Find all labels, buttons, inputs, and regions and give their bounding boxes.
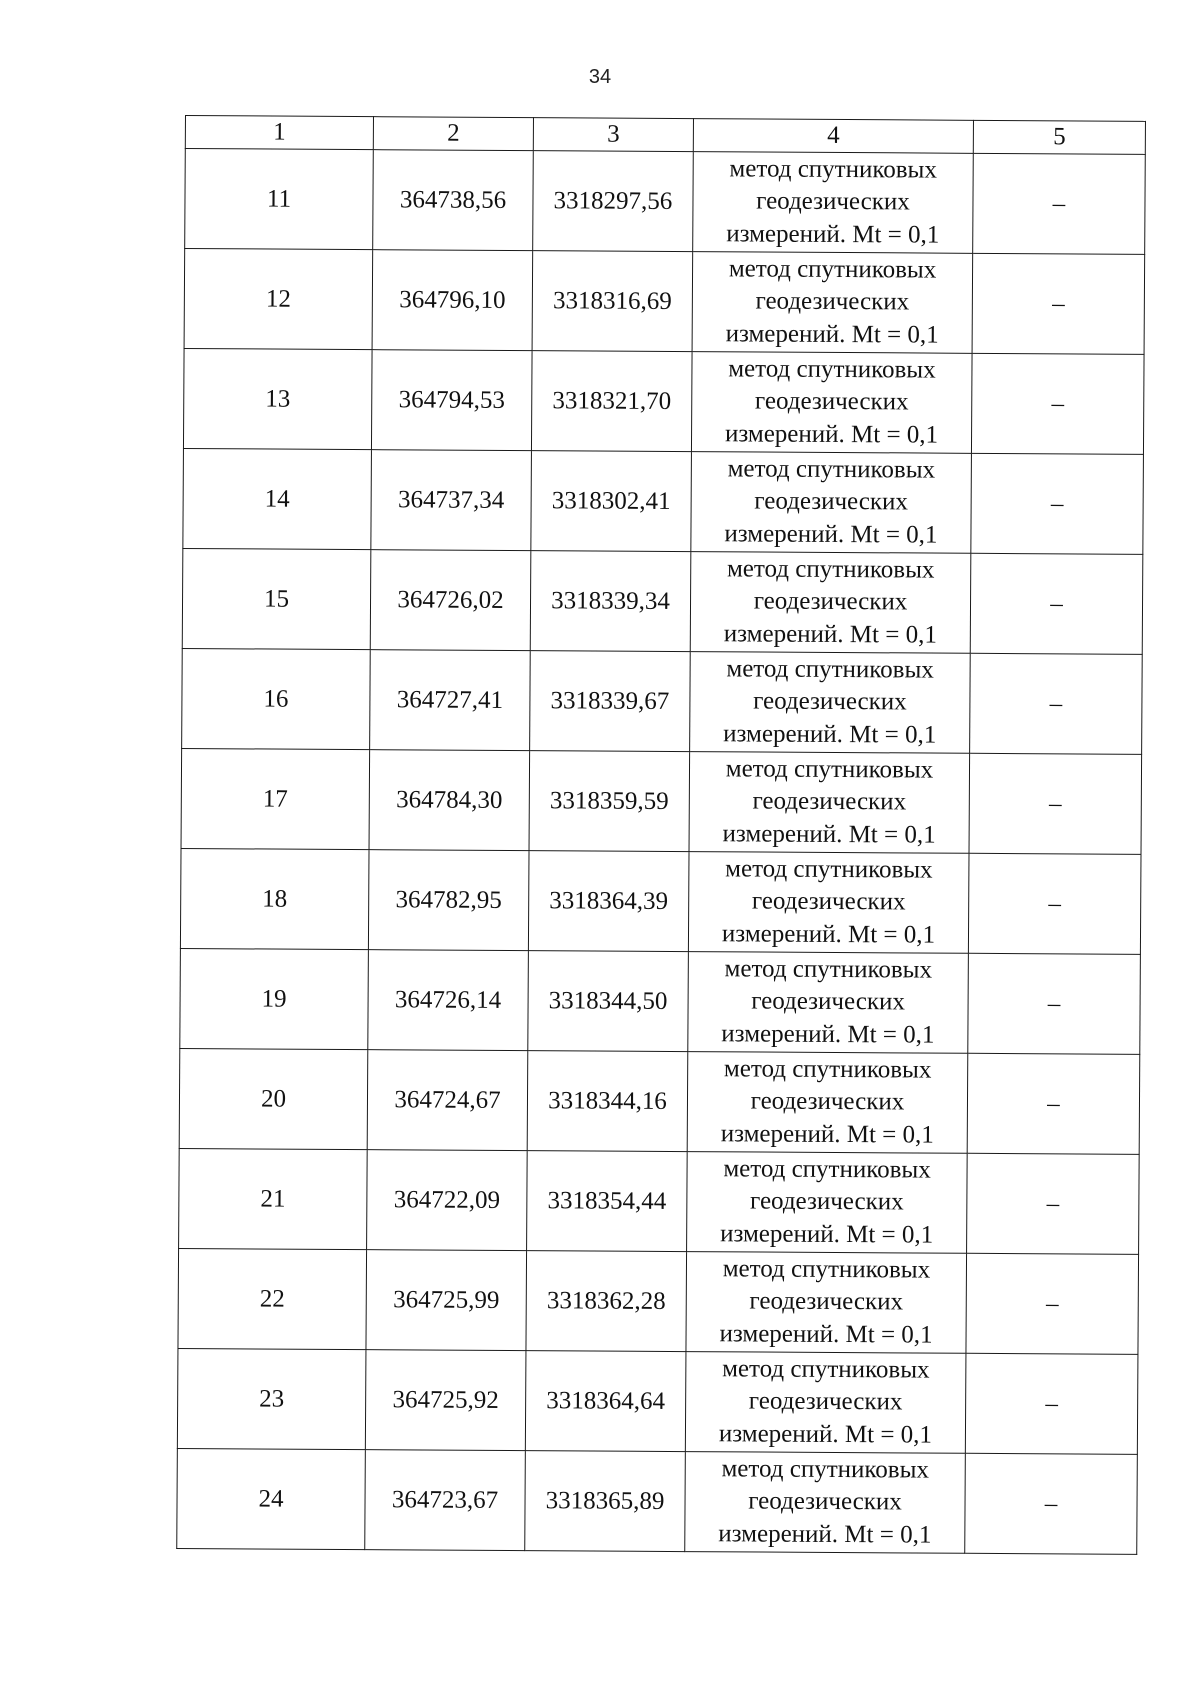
y-coordinate-cell: 3318365,89 — [525, 1451, 686, 1552]
method-cell — [692, 252, 973, 354]
table-row — [184, 249, 1145, 355]
table-row — [180, 948, 1141, 1054]
table-row — [179, 1148, 1140, 1254]
y-coordinate-cell: 3318359,59 — [529, 751, 690, 852]
method-line: геодезических — [754, 387, 909, 416]
point-number-cell: 21 — [179, 1148, 368, 1249]
point-number-cell: 11 — [185, 149, 374, 250]
table-row — [180, 848, 1141, 954]
point-number-cell: 12 — [184, 249, 373, 350]
x-coordinate-cell: 364725,92 — [365, 1350, 526, 1451]
method-cell — [687, 1052, 968, 1154]
y-coordinate-cell: 3318344,50 — [528, 951, 689, 1052]
x-coordinate-cell: 364726,02 — [370, 550, 531, 651]
method-line: измерений. Mt = 0,1 — [718, 1520, 932, 1549]
x-coordinate-cell: 364738,56 — [373, 150, 534, 251]
method-line: измерений. Mt = 0,1 — [724, 520, 938, 549]
method-cell — [686, 1252, 967, 1354]
method-line: измерений. Mt = 0,1 — [721, 920, 936, 949]
table-row — [182, 548, 1143, 654]
method-line: измерений. Mt = 0,1 — [720, 1120, 934, 1149]
point-number-cell: 18 — [180, 848, 369, 949]
note-cell: – — [967, 1053, 1140, 1154]
y-coordinate-cell: 3318339,34 — [530, 551, 691, 652]
column-header-3: 3 — [533, 118, 693, 152]
x-coordinate-cell: 364737,34 — [371, 450, 532, 551]
method-line: измерений. Mt = 0,1 — [726, 220, 940, 249]
method-cell — [689, 752, 970, 854]
method-line: метод спутниковых — [728, 255, 937, 284]
y-coordinate-cell: 3318339,67 — [530, 651, 691, 752]
method-cell — [693, 152, 974, 254]
note-cell: – — [965, 1353, 1138, 1454]
note-cell: – — [973, 153, 1146, 254]
method-cell — [685, 1452, 966, 1554]
method-line: метод спутниковых — [721, 1455, 930, 1484]
table-row — [179, 1048, 1140, 1154]
method-line: геодезических — [753, 587, 908, 616]
point-number-cell: 17 — [181, 748, 370, 849]
method-cell — [691, 452, 972, 554]
point-number-cell: 20 — [179, 1048, 368, 1149]
method-cell — [690, 652, 971, 754]
note-cell: – — [971, 353, 1144, 454]
method-line: геодезических — [755, 287, 910, 316]
table-row — [183, 348, 1144, 454]
y-coordinate-cell: 3318362,28 — [526, 1251, 687, 1352]
point-number-cell: 23 — [177, 1348, 366, 1449]
method-cell — [685, 1352, 966, 1454]
method-line: геодезических — [754, 487, 909, 516]
point-number-cell: 22 — [178, 1248, 367, 1349]
method-line: метод спутниковых — [725, 755, 934, 784]
x-coordinate-cell: 364726,14 — [368, 950, 529, 1051]
point-number-cell: 24 — [177, 1448, 366, 1549]
method-line: метод спутниковых — [722, 1255, 931, 1284]
x-coordinate-cell: 364724,67 — [367, 1050, 528, 1151]
x-coordinate-cell: 364784,30 — [369, 750, 530, 851]
point-number-cell: 19 — [180, 948, 369, 1049]
y-coordinate-cell: 3318297,56 — [533, 151, 694, 252]
method-line: метод спутниковых — [724, 955, 933, 984]
table-body — [177, 149, 1146, 1555]
method-line: метод спутниковых — [723, 1155, 931, 1184]
method-line: измерений. Mt = 0,1 — [723, 720, 937, 749]
method-line: измерений. Mt = 0,1 — [722, 820, 936, 849]
note-cell: – — [972, 253, 1145, 354]
method-line: метод спутниковых — [727, 455, 936, 484]
method-line: геодезических — [752, 787, 907, 816]
note-cell: – — [970, 553, 1143, 654]
x-coordinate-cell: 364782,95 — [368, 850, 529, 951]
table-row — [177, 1348, 1138, 1454]
y-coordinate-cell: 3318316,69 — [532, 251, 693, 352]
column-header-4: 4 — [693, 119, 973, 154]
table-row — [185, 149, 1146, 255]
method-line: измерений. Mt = 0,1 — [724, 420, 939, 449]
method-cell — [687, 1152, 968, 1254]
method-line: геодезических — [751, 987, 905, 1016]
coordinates-table — [176, 115, 1146, 1555]
note-cell: – — [966, 1253, 1139, 1354]
method-line: геодезических — [750, 1087, 905, 1116]
method-line: измерений. Mt = 0,1 — [720, 1220, 934, 1249]
y-coordinate-cell: 3318302,41 — [531, 451, 692, 552]
y-coordinate-cell: 3318364,39 — [528, 851, 689, 952]
method-line: измерений. Mt = 0,1 — [719, 1320, 933, 1349]
note-cell: – — [968, 953, 1141, 1054]
y-coordinate-cell: 3318354,44 — [527, 1151, 688, 1252]
method-line: геодезических — [748, 1387, 903, 1416]
column-header-5: 5 — [973, 120, 1145, 154]
method-line: метод спутниковых — [726, 655, 934, 684]
method-line: метод спутниковых — [722, 1355, 930, 1384]
method-line: метод спутниковых — [728, 355, 936, 384]
method-line: геодезических — [749, 1187, 904, 1216]
table-row — [177, 1448, 1138, 1554]
point-number-cell: 15 — [182, 548, 371, 649]
method-cell — [688, 852, 969, 954]
x-coordinate-cell: 364794,53 — [371, 350, 532, 451]
column-header-2: 2 — [373, 117, 533, 151]
method-cell — [688, 952, 969, 1054]
note-cell: – — [969, 753, 1142, 854]
method-line: метод спутниковых — [729, 155, 937, 184]
method-line: измерений. Mt = 0,1 — [721, 1020, 935, 1049]
method-line: геодезических — [756, 187, 910, 216]
coordinates-table-container — [176, 115, 1145, 1555]
table-row — [183, 448, 1144, 554]
note-cell: – — [971, 453, 1144, 554]
note-cell: – — [968, 853, 1141, 954]
x-coordinate-cell: 364722,09 — [367, 1150, 528, 1251]
note-cell: – — [965, 1453, 1138, 1554]
method-line: геодезических — [749, 1287, 904, 1316]
y-coordinate-cell: 3318344,16 — [527, 1051, 688, 1152]
x-coordinate-cell: 364723,67 — [365, 1450, 526, 1551]
x-coordinate-cell: 364796,10 — [372, 250, 533, 351]
method-line: геодезических — [753, 687, 907, 716]
method-cell — [691, 352, 972, 454]
x-coordinate-cell: 364727,41 — [370, 650, 531, 751]
note-cell: – — [967, 1153, 1140, 1254]
point-number-cell: 14 — [183, 448, 372, 549]
y-coordinate-cell: 3318364,64 — [525, 1351, 686, 1452]
note-cell: – — [970, 653, 1143, 754]
page-number: 34 — [588, 66, 612, 88]
method-line: геодезических — [751, 887, 906, 916]
table-row — [178, 1248, 1139, 1354]
method-line: измерений. Mt = 0,1 — [725, 320, 939, 349]
method-line: метод спутниковых — [726, 555, 935, 584]
point-number-cell: 13 — [183, 348, 372, 449]
table-row — [182, 648, 1143, 754]
y-coordinate-cell: 3318321,70 — [531, 351, 692, 452]
method-line: геодезических — [748, 1487, 902, 1516]
method-line: измерений. Mt = 0,1 — [718, 1420, 933, 1449]
method-line: метод спутниковых — [725, 855, 933, 884]
x-coordinate-cell: 364725,99 — [366, 1250, 527, 1351]
table-row — [181, 748, 1142, 854]
method-cell — [690, 552, 971, 654]
column-header-1: 1 — [185, 116, 373, 150]
method-line: измерений. Mt = 0,1 — [723, 620, 937, 649]
method-line: метод спутниковых — [723, 1055, 932, 1084]
point-number-cell: 16 — [182, 648, 371, 749]
